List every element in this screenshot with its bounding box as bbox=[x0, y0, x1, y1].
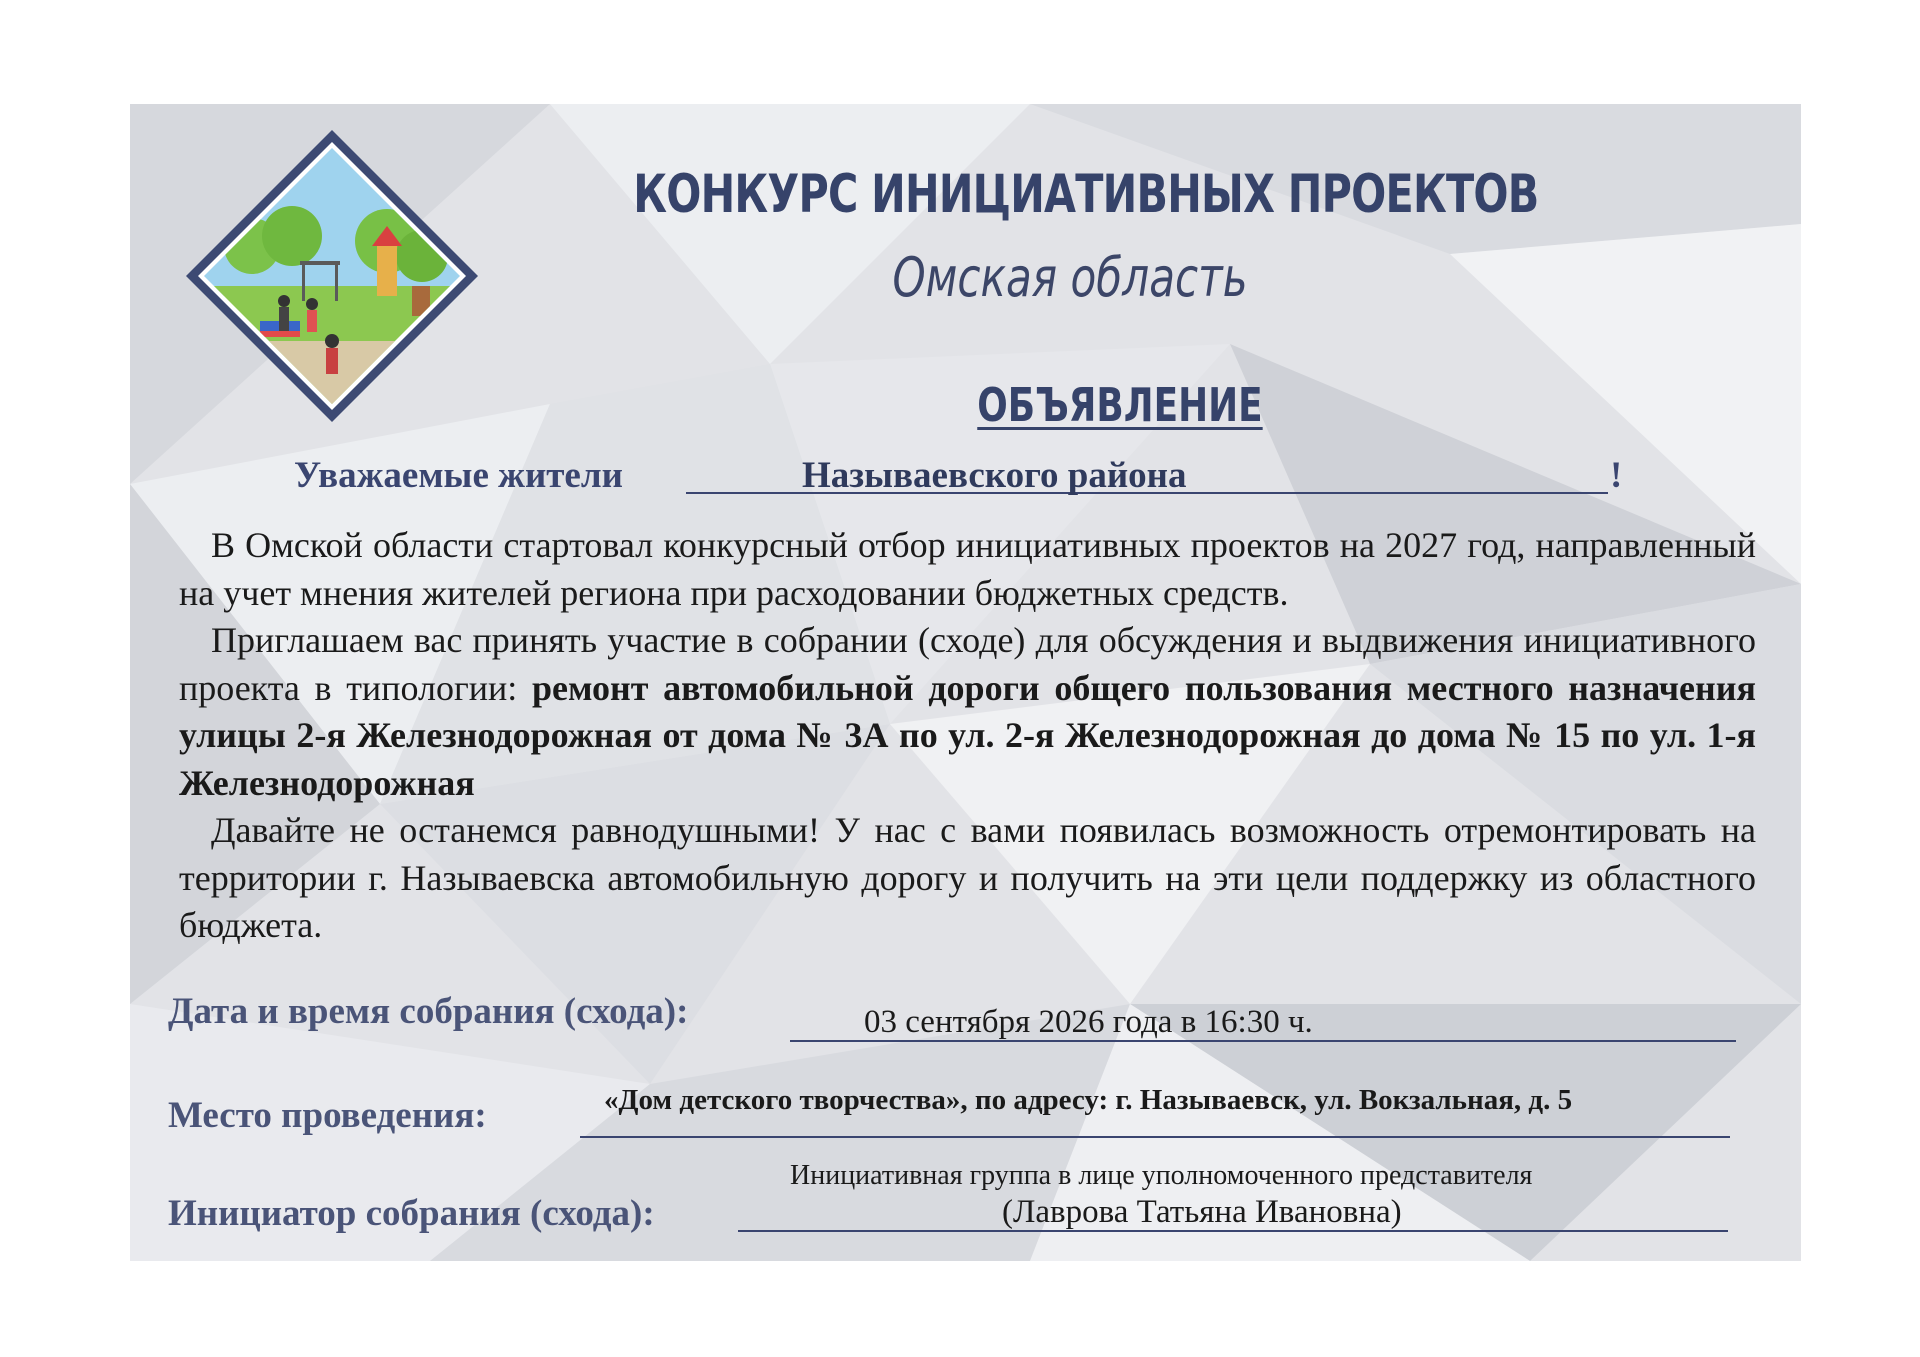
meeting-place-row bbox=[168, 1084, 1768, 1134]
announcement-card bbox=[130, 104, 1801, 1261]
meeting-initiator-row bbox=[168, 1160, 1768, 1261]
date-value: 03 сентября 2026 года в 16:30 ч. bbox=[864, 1004, 1313, 1040]
paragraph-appeal: Давайте не останемся равнодушными! У нас с вами появилась возможность отремонтировать на территории г. Называевска автомобильную дорогу и получить на эти цели поддержку из областного бюджета. bbox=[179, 810, 1756, 945]
contest-title: КОНКУРС ИНИЦИАТИВНЫХ ПРОЕКТОВ bbox=[633, 164, 1539, 225]
place-value: «Дом детского творчества», по адресу: г. Называевск, ул. Вокзальная, д. 5 bbox=[604, 1084, 1573, 1116]
notice-heading: ОБЪЯВЛЕНИЕ bbox=[977, 378, 1263, 432]
initiator-label: Инициатор собрания (схода): bbox=[168, 1193, 655, 1234]
meeting-date-row bbox=[168, 984, 1768, 1040]
region-subtitle: Омская область bbox=[892, 246, 1248, 309]
place-label: Место проведения: bbox=[168, 1095, 487, 1136]
notice-heading-wrap bbox=[560, 378, 1680, 432]
greeting-label: Уважаемые жители bbox=[294, 455, 623, 496]
paragraph-start: В Омской области стартовал конкурсный отбор инициативных проектов на 2027 год, направленный на учет мнения жителей региона при расходовании бюджетных средств. bbox=[179, 525, 1756, 613]
playground-logo-icon bbox=[182, 126, 482, 426]
date-label: Дата и время собрания (схода): bbox=[168, 991, 689, 1032]
paragraph-invitation bbox=[179, 617, 1756, 807]
greeting-line-block bbox=[294, 448, 1754, 498]
greeting-underline bbox=[686, 448, 1608, 494]
district-name: Называевского района bbox=[802, 455, 1187, 496]
greeting-exclamation: ! bbox=[1610, 455, 1623, 496]
announcement-body bbox=[179, 522, 1756, 950]
project-typology: ремонт автомобильной дороги общего пользования местного назначения улицы 2-я Железнодорожная от дома № 3А по ул. 2-я Железнодорожная до дома № 15 по ул. 1-я Железнодорожная bbox=[179, 667, 1756, 803]
initiator-caption: Инициативная группа в лице уполномоченного представителя bbox=[790, 1160, 1533, 1191]
initiator-value: (Лаврова Татьяна Ивановна) bbox=[1002, 1194, 1402, 1230]
invitation-text: Приглашаем вас принять участие в собрании (сходе) для обсуждения и выдвижения инициативного проекта в типологии: bbox=[179, 620, 1756, 708]
